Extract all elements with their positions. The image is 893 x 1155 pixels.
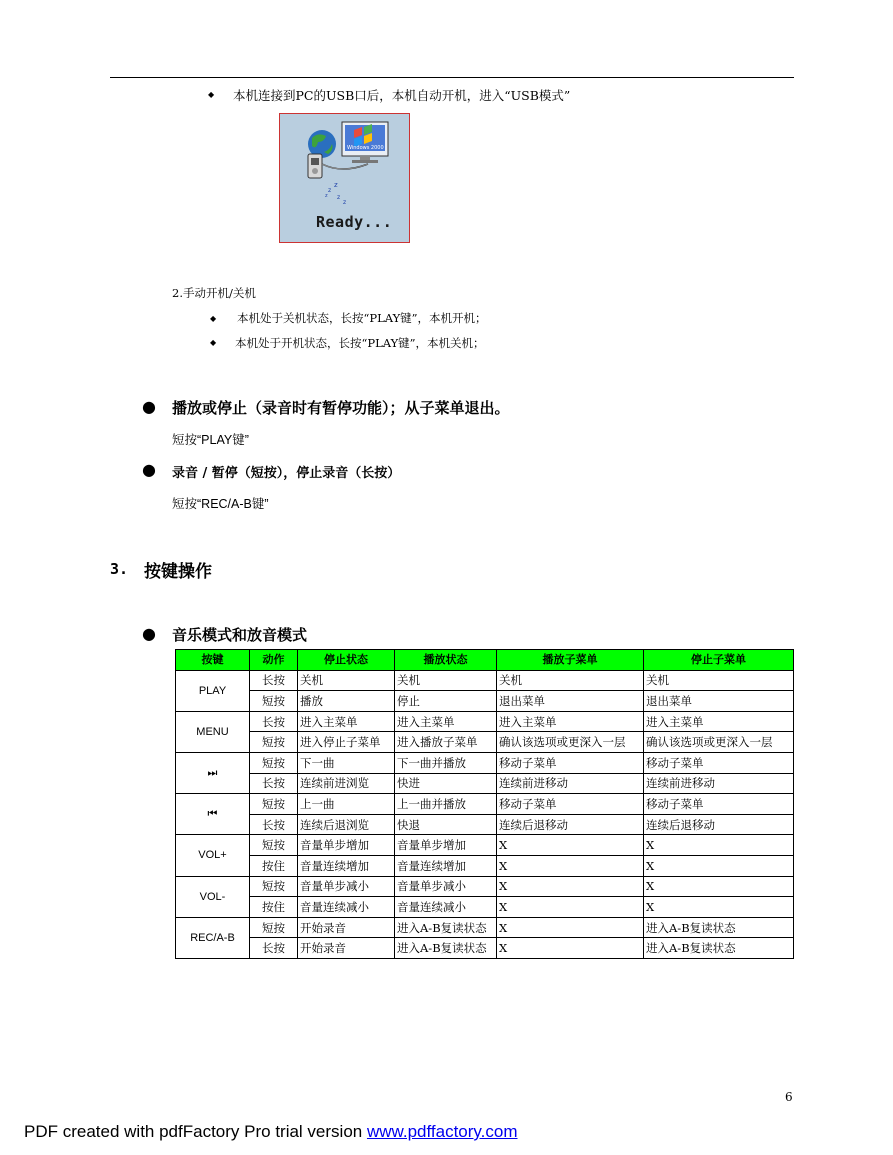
play-submenu-cell: X <box>497 855 644 876</box>
stop-cell: 关机 <box>298 670 395 691</box>
play-submenu-cell: 移动子菜单 <box>497 752 644 773</box>
manual-heading: 2.手动开机/关机 <box>172 286 256 300</box>
play-cell: 下一曲并播放 <box>395 752 497 773</box>
table-row <box>176 835 794 856</box>
play-submenu-cell: 确认该选项或更深入一层 <box>497 732 644 753</box>
column-header: 动作 <box>250 650 298 671</box>
stop-submenu-cell: 进入A-B复读状态 <box>644 917 794 938</box>
previous-track-icon: ⏮ <box>176 794 250 835</box>
action-cell: 短按 <box>250 732 298 753</box>
play-cell: 快退 <box>395 814 497 835</box>
column-header: 停止子菜单 <box>644 650 794 671</box>
action-cell: 短按 <box>250 876 298 897</box>
play-submenu-cell: X <box>497 938 644 959</box>
section-number: 3. <box>110 560 129 578</box>
key-cell: REC/A-B <box>176 917 250 958</box>
stop-submenu-cell: X <box>644 855 794 876</box>
table-row <box>176 691 794 712</box>
column-header: 播放子菜单 <box>497 650 644 671</box>
table-row <box>176 732 794 753</box>
play-cell: 音量连续减小 <box>395 897 497 918</box>
stop-cell: 音量单步增加 <box>298 835 395 856</box>
stop-submenu-cell: 退出菜单 <box>644 691 794 712</box>
diamond-bullet-icon: ◆ <box>210 338 217 347</box>
action-cell: 短按 <box>250 794 298 815</box>
stop-cell: 音量连续减小 <box>298 897 395 918</box>
play-cell: 停止 <box>395 691 497 712</box>
stop-cell: 连续后退浏览 <box>298 814 395 835</box>
stop-cell: 下一曲 <box>298 752 395 773</box>
table-row <box>176 917 794 938</box>
pdf-footer <box>24 1122 518 1142</box>
table-row <box>176 876 794 897</box>
bullet-icon: ● <box>142 460 156 479</box>
stop-cell: 音量连续增加 <box>298 855 395 876</box>
table-row <box>176 773 794 794</box>
play-cell: 关机 <box>395 670 497 691</box>
table-row <box>176 794 794 815</box>
stop-submenu-cell: 进入主菜单 <box>644 711 794 732</box>
footer-link[interactable]: www.pdffactory.com <box>366 1122 518 1141</box>
ready-caption: Ready... <box>316 213 393 231</box>
play-submenu-cell: X <box>497 917 644 938</box>
usb-mode-text: 本机连接到PC的USB口后，本机自动开机，进入“USB模式” <box>233 88 571 103</box>
diamond-bullet-icon: ◆ <box>210 314 217 323</box>
action-cell: 长按 <box>250 711 298 732</box>
action-cell: 短按 <box>250 752 298 773</box>
usb-ready-image <box>279 113 410 243</box>
stop-submenu-cell: X <box>644 876 794 897</box>
page-number: 6 <box>785 1090 793 1104</box>
table-row <box>176 711 794 732</box>
stop-submenu-cell: X <box>644 835 794 856</box>
stop-cell: 开始录音 <box>298 938 395 959</box>
header-rule <box>110 77 794 78</box>
action-cell: 长按 <box>250 670 298 691</box>
stop-submenu-cell: 移动子菜单 <box>644 794 794 815</box>
play-submenu-cell: 连续后退移动 <box>497 814 644 835</box>
key-operation-table <box>175 649 794 959</box>
key-cell: MENU <box>176 711 250 752</box>
column-header: 按键 <box>176 650 250 671</box>
next-track-icon: ⏭ <box>176 752 250 793</box>
mode-title: 音乐模式和放音模式 <box>172 626 308 644</box>
stop-submenu-cell: 关机 <box>644 670 794 691</box>
svg-text:z: z <box>343 199 347 206</box>
bullet-icon: ● <box>142 397 156 416</box>
function-title: 播放或停止（录音时有暂停功能）；从子菜单退出。 <box>172 399 510 417</box>
play-cell: 进入A-B复读状态 <box>395 917 497 938</box>
table-row <box>176 938 794 959</box>
svg-text:z: z <box>328 187 332 194</box>
play-cell: 进入A-B复读状态 <box>395 938 497 959</box>
stop-cell: 进入主菜单 <box>298 711 395 732</box>
manual-item: 本机处于开机状态，长按“PLAY键”，本机关机； <box>235 336 485 350</box>
stop-cell: 开始录音 <box>298 917 395 938</box>
function-desc: 短按“REC/A-B键” <box>172 497 269 511</box>
table-row <box>176 752 794 773</box>
action-cell: 长按 <box>250 773 298 794</box>
stop-submenu-cell: 连续后退移动 <box>644 814 794 835</box>
play-cell: 上一曲并播放 <box>395 794 497 815</box>
play-cell: 进入主菜单 <box>395 711 497 732</box>
play-cell: 音量单步增加 <box>395 835 497 856</box>
action-cell: 长按 <box>250 814 298 835</box>
diamond-bullet-icon: ◆ <box>208 90 215 99</box>
column-header: 停止状态 <box>298 650 395 671</box>
action-cell: 长按 <box>250 938 298 959</box>
table-row <box>176 814 794 835</box>
table-header-row <box>176 650 794 671</box>
stop-cell: 上一曲 <box>298 794 395 815</box>
stop-submenu-cell: 连续前进移动 <box>644 773 794 794</box>
action-cell: 按住 <box>250 897 298 918</box>
play-submenu-cell: X <box>497 876 644 897</box>
key-cell: VOL+ <box>176 835 250 876</box>
key-cell: VOL- <box>176 876 250 917</box>
table-row <box>176 897 794 918</box>
stop-submenu-cell: 移动子菜单 <box>644 752 794 773</box>
section-title: 按键操作 <box>144 562 212 582</box>
play-submenu-cell: 退出菜单 <box>497 691 644 712</box>
stop-submenu-cell: X <box>644 897 794 918</box>
play-submenu-cell: 进入主菜单 <box>497 711 644 732</box>
play-cell: 音量单步减小 <box>395 876 497 897</box>
key-cell: PLAY <box>176 670 250 711</box>
column-header: 播放状态 <box>395 650 497 671</box>
footer-text: PDF created with pdfFactory Pro trial version <box>24 1122 367 1141</box>
stop-cell: 播放 <box>298 691 395 712</box>
play-cell: 音量连续增加 <box>395 855 497 876</box>
play-submenu-cell: X <box>497 835 644 856</box>
play-submenu-cell: 关机 <box>497 670 644 691</box>
svg-text:z: z <box>334 181 338 189</box>
svg-text:z: z <box>325 193 328 199</box>
stop-submenu-cell: 确认该选项或更深入一层 <box>644 732 794 753</box>
action-cell: 按住 <box>250 855 298 876</box>
function-title: 录音 / 暂停（短按），停止录音（长按） <box>172 466 401 481</box>
action-cell: 短按 <box>250 691 298 712</box>
bullet-icon: ● <box>142 624 156 643</box>
function-desc: 短按“PLAY键” <box>172 433 249 447</box>
play-cell: 进入播放子菜单 <box>395 732 497 753</box>
play-submenu-cell: 连续前进移动 <box>497 773 644 794</box>
action-cell: 短按 <box>250 917 298 938</box>
play-submenu-cell: 移动子菜单 <box>497 794 644 815</box>
manual-item: 本机处于关机状态，长按“PLAY键”，本机开机； <box>237 311 487 325</box>
stop-cell: 连续前进浏览 <box>298 773 395 794</box>
stop-submenu-cell: 进入A-B复读状态 <box>644 938 794 959</box>
play-submenu-cell: X <box>497 897 644 918</box>
svg-text:Windows 2000: Windows 2000 <box>347 145 384 151</box>
stop-cell: 音量单步减小 <box>298 876 395 897</box>
table-row <box>176 855 794 876</box>
stop-cell: 进入停止子菜单 <box>298 732 395 753</box>
table-row <box>176 670 794 691</box>
action-cell: 短按 <box>250 835 298 856</box>
play-cell: 快进 <box>395 773 497 794</box>
svg-text:z: z <box>337 194 341 201</box>
